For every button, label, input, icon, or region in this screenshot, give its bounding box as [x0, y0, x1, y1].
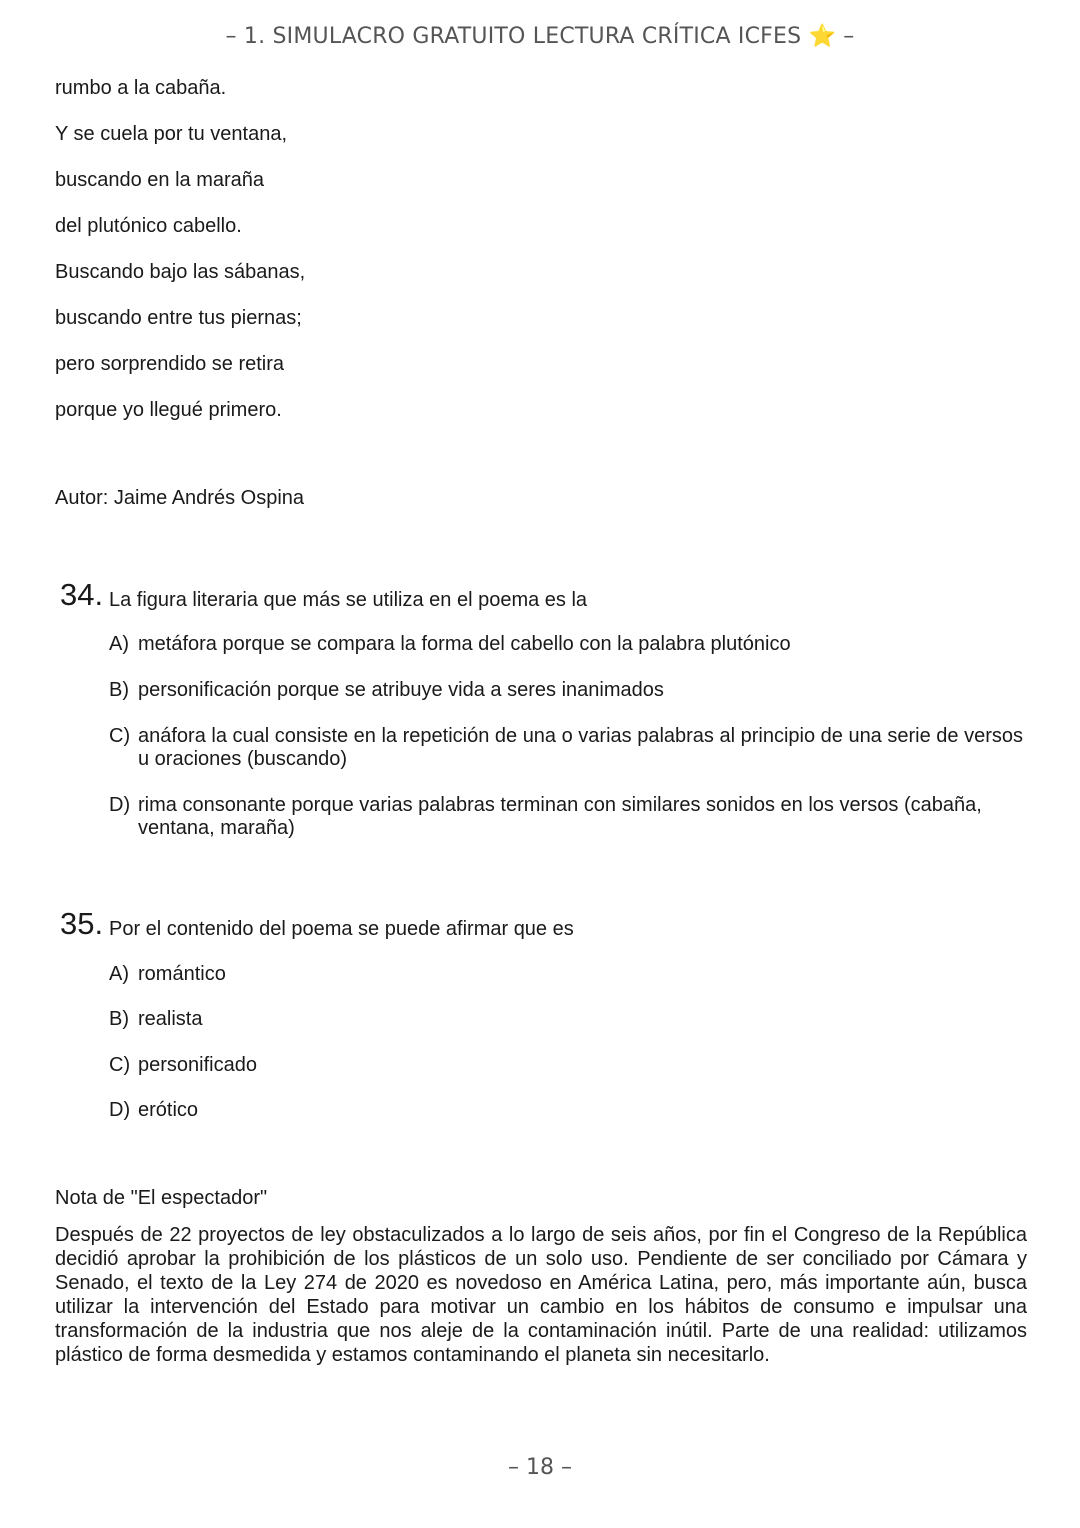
option-d[interactable] — [109, 794, 1029, 840]
question-number: 34. — [60, 577, 104, 612]
option-letter: D) — [109, 794, 131, 816]
option-text: erótico — [138, 1099, 199, 1121]
header-dash: – — [843, 24, 855, 49]
poem-author: Autor: Jaime Andrés Ospina — [55, 487, 305, 509]
option-d[interactable] — [109, 1099, 1029, 1122]
poem-fragment — [55, 76, 305, 444]
option-b[interactable] — [109, 1008, 1029, 1031]
poem-line: rumbo a la cabaña. — [55, 77, 227, 99]
option-text: personificado — [138, 1054, 257, 1076]
poem-line: Y se cuela por tu ventana, — [55, 123, 288, 145]
option-text: metáfora porque se compara la forma del cabello con la palabra plutónico — [138, 633, 791, 655]
poem-line: del plutónico cabello. — [55, 215, 242, 237]
option-letter: D) — [109, 1099, 131, 1121]
note-title: Nota de "El espectador" — [55, 1187, 268, 1209]
star-icon: ⭐ — [808, 24, 837, 49]
option-text: anáfora la cual consiste en la repetición de una o varias palabras al principio de una serie de versos u oraciones (buscando) — [138, 725, 1023, 770]
option-text: romántico — [138, 963, 226, 985]
poem-line: Buscando bajo las sábanas, — [55, 261, 306, 283]
poem-line: pero sorprendido se retira — [55, 353, 285, 375]
option-c[interactable] — [109, 725, 1029, 771]
question-number: 35. — [60, 906, 104, 941]
note-body: Después de 22 proyectos de ley obstaculizados a lo largo de seis años, por fin el Congreso de la República decidió aprobar la prohibición de los plásticos de un solo uso. Pendiente de ser conciliado por Cámara y Senado, el texto de la Ley 274 de 2020 es novedoso en América Latina, pero, más importante aún, busca utilizar la intervención del Estado para motivar un cambio en los hábitos de consumo e impulsar una transformación de la industria que nos aleje de la contaminación inútil. Parte de una realidad: utilizamos plástico de forma desmedida y estamos contaminando el planeta sin necesitarlo. — [55, 1224, 1027, 1366]
option-c[interactable] — [109, 1054, 1029, 1077]
option-letter: B) — [109, 679, 129, 701]
option-letter: C) — [109, 725, 131, 747]
question-stem: Por el contenido del poema se puede afirmar que es — [109, 918, 574, 940]
option-letter: C) — [109, 1054, 131, 1076]
poem-line: porque yo llegué primero. — [55, 399, 282, 421]
question-stem: La figura literaria que más se utiliza en el poema es la — [109, 589, 588, 611]
option-letter: A) — [109, 963, 129, 985]
option-text: personificación porque se atribuye vida a seres inanimados — [138, 679, 664, 701]
option-a[interactable] — [109, 633, 1029, 656]
page-header — [0, 24, 1080, 49]
option-a[interactable] — [109, 963, 1029, 986]
option-text: rima consonante porque varias palabras terminan con similares sonidos en los versos (cabaña, ventana, maraña) — [138, 794, 982, 839]
option-b[interactable] — [109, 679, 1029, 702]
header-title: – 1. SIMULACRO GRATUITO LECTURA CRÍTICA ICFES — [225, 24, 802, 49]
option-letter: A) — [109, 633, 129, 655]
poem-line: buscando en la maraña — [55, 169, 265, 191]
option-text: realista — [138, 1008, 203, 1030]
page-number: – 18 – — [508, 1455, 572, 1480]
poem-line: buscando entre tus piernas; — [55, 307, 302, 329]
option-letter: B) — [109, 1008, 129, 1030]
